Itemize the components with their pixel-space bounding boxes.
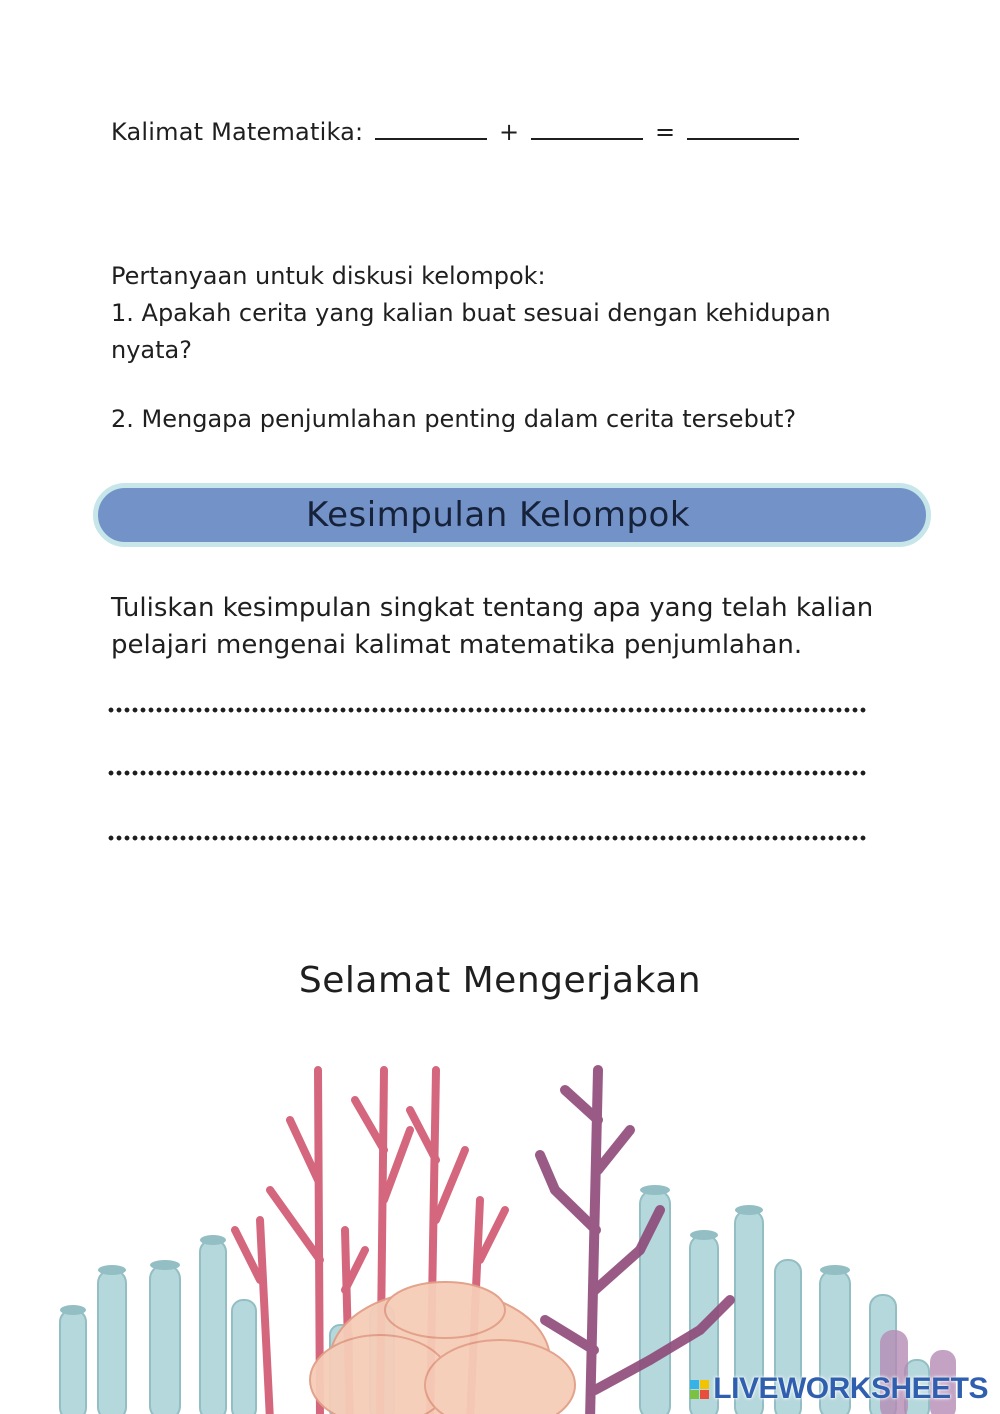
closing-message: Selamat Mengerjakan: [298, 960, 702, 1001]
equals-sign: =: [655, 118, 676, 146]
liveworksheets-logo: [690, 1372, 988, 1406]
addend-2-blank[interactable]: [531, 118, 643, 140]
equation-line: [111, 118, 803, 146]
conclusion-instruction: Tuliskan kesimpulan singkat tentang apa yang telah kalian pelajari mengenai kalimat matematika penjumlahan.: [111, 593, 874, 660]
liveworksheets-logo-text: LIVEWORKSHEETS: [713, 1372, 988, 1405]
conclusion-title: Kesimpulan Kelompok: [305, 495, 691, 535]
answer-line-2[interactable]: [107, 770, 867, 776]
addend-1-blank[interactable]: [375, 118, 487, 140]
conclusion-banner: [93, 483, 931, 547]
equation-label: Kalimat Matematika:: [111, 118, 364, 146]
coral-illustration: [0, 1060, 1000, 1414]
discussion-heading: Pertanyaan untuk diskusi kelompok:: [111, 262, 546, 290]
liveworksheets-logo-icon: [690, 1380, 709, 1399]
plus-sign: +: [499, 118, 520, 146]
answer-line-1[interactable]: [107, 707, 867, 713]
discussion-question-1: 1. Apakah cerita yang kalian buat sesuai dengan kehidupan nyata?: [111, 299, 831, 364]
sum-blank[interactable]: [687, 118, 799, 140]
discussion-section: [111, 258, 911, 438]
discussion-question-2: 2. Mengapa penjumlahan penting dalam cerita tersebut?: [111, 405, 797, 433]
answer-line-3[interactable]: [107, 835, 867, 841]
